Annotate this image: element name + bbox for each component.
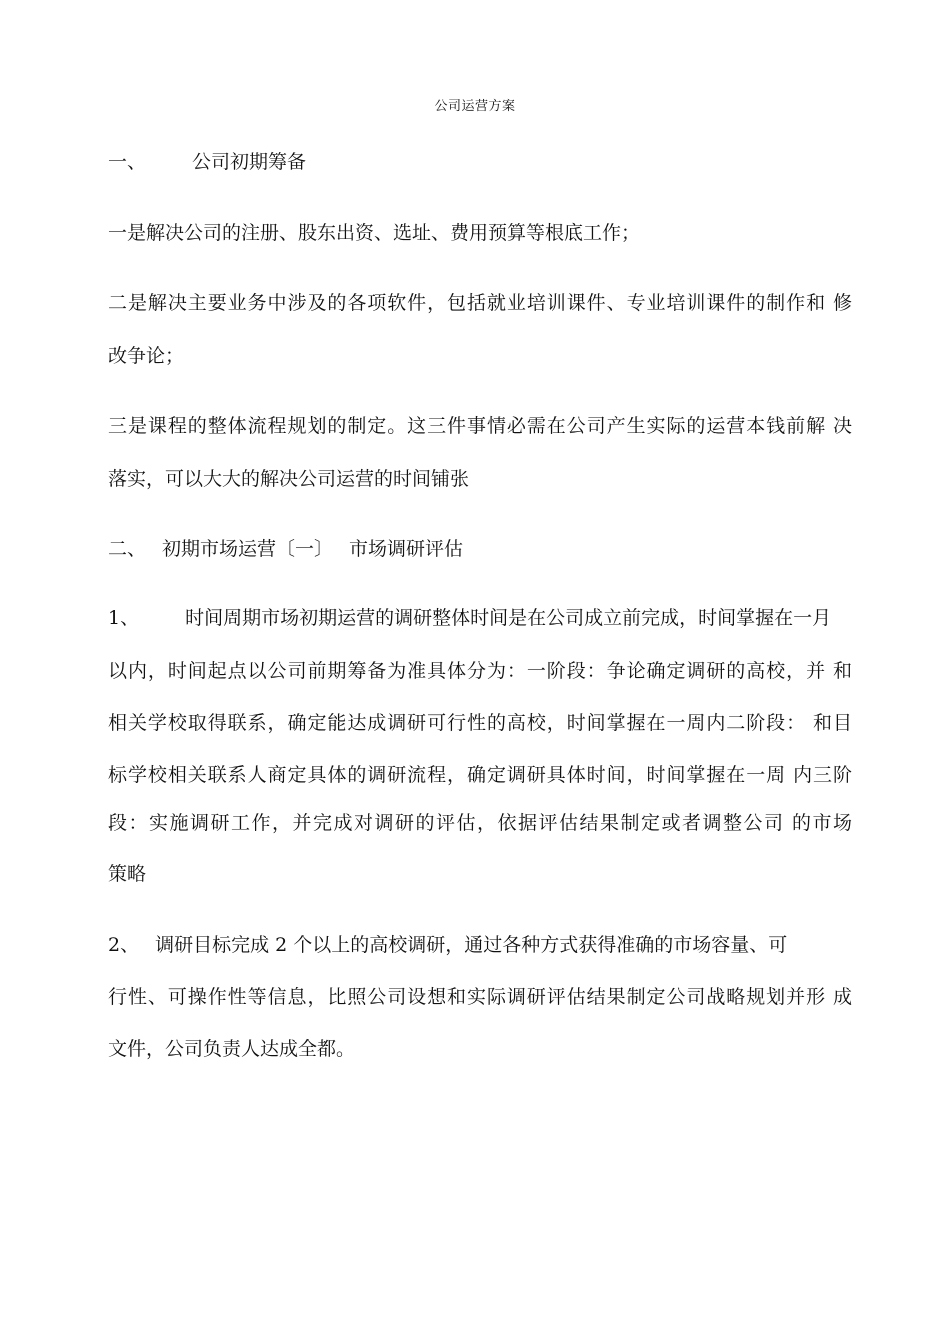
item-2-line-2: 行性、可操作性等信息，比照公司设想和实际调研评估结果制定公司战略规划并形 成 [108,986,852,1008]
item-1-text-start: 时间周期市场初期运营的调研整体时间是在公司成立前完成，时间掌握在一月 [185,607,832,629]
item-2-line-3: 文件，公司负责人达成全都。 [108,1038,356,1060]
item-2-line-1 [108,933,852,957]
item-1-line-5: 段：实施调研工作，并完成对调研的评估，依据评估结果制定或者调整公司 的市场 [108,812,852,834]
section-2-heading-line [108,537,852,561]
section-2-number: 二、 [108,538,147,560]
section-1-paragraph-3-line-2: 落实，可以大大的解决公司运营的时间铺张 [108,468,470,490]
section-1-heading: 公司初期筹备 [192,151,307,173]
document-title: 公司运营方案 [434,99,516,114]
section-1-number: 一、 [108,151,147,173]
item-2-number: 2、 [108,934,140,956]
item-1-line-1 [108,606,852,630]
section-1-paragraph-2-line-2: 改争论； [108,345,185,367]
item-1-line-4: 标学校相关联系人商定具体的调研流程，确定调研具体时间，时间掌握在一周 内三阶 [108,764,852,786]
item-1-line-6: 策略 [108,863,147,885]
section-1-paragraph-1: 一是解决公司的注册、股东出资、选址、费用预算等根底工作； [108,222,641,244]
section-2-heading: 初期市场运营〔一〕 [162,538,334,560]
item-1-line-2: 以内，时间起点以公司前期筹备为准具体分为：一阶段：争论确定调研的高校，并 和 [108,660,852,682]
item-1-line-3: 相关学校取得联系，确定能达成调研可行性的高校，时间掌握在一周内二阶段： 和目 [108,712,852,734]
section-1-heading-line [108,150,852,174]
section-2-subheading: 市场调研评估 [349,538,464,560]
section-1-paragraph-3-line-1: 三是课程的整体流程规划的制定。这三件事情必需在公司产生实际的运营本钱前解 决 [108,415,852,437]
item-1-number: 1、 [108,607,140,629]
section-1-paragraph-2-line-1: 二是解决主要业务中涉及的各项软件，包括就业培训课件、专业培训课件的制作和 修 [108,292,852,314]
item-2-text-start: 调研目标完成 2 个以上的高校调研，通过各种方式获得准确的市场容量、可 [155,934,788,956]
